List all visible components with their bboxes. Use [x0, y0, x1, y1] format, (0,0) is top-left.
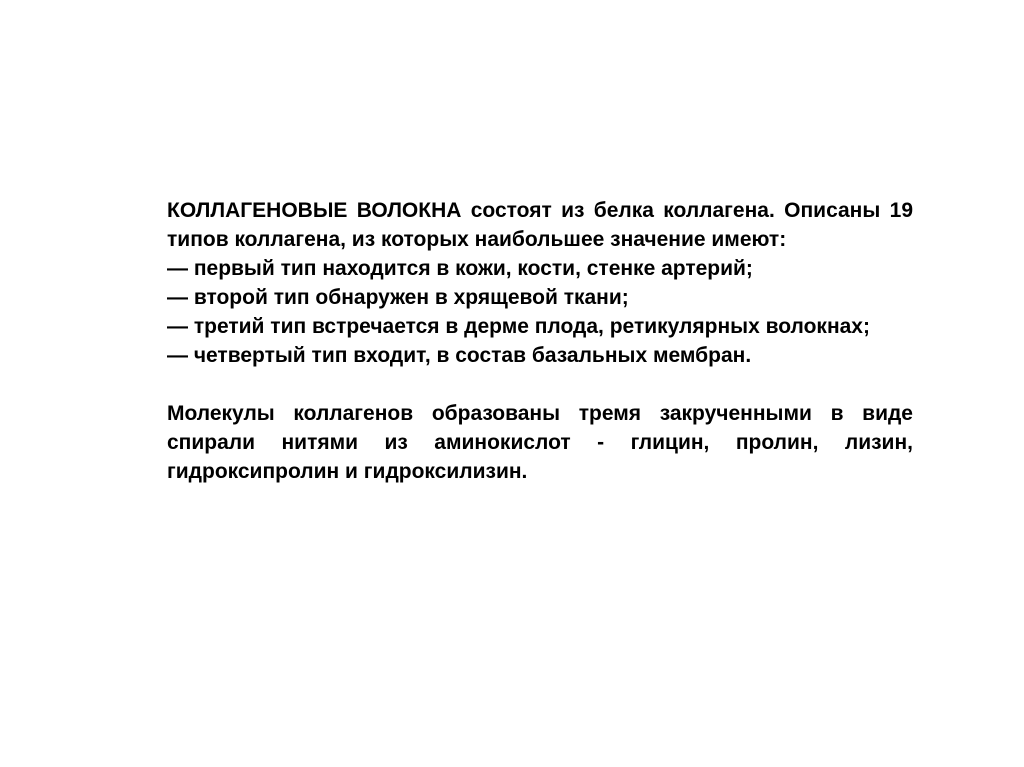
molecule-paragraph: Молекулы коллагенов образованы тремя закрученными в виде спирали нитями из аминокислот - глицин, пролин, лизин, гидроксипролин и гидроксилизин. [167, 402, 913, 483]
collagen-type-item-3: — третий тип встречается в дерме плода, ретикулярных волокнах; [167, 315, 870, 338]
collagen-type-item-4: — четвертый тип входит, в состав базальных мембран. [167, 344, 752, 367]
intro-paragraph: КОЛЛАГЕНОВЫЕ ВОЛОКНА состоят из белка коллагена. Описаны 19 типов коллагена, из которых наибольшее значение имеют: [167, 199, 913, 251]
paragraph-spacer [167, 370, 913, 399]
collagen-type-item-1: — первый тип находится в кожи, кости, стенке артерий; [167, 257, 753, 280]
collagen-type-item-2: — второй тип обнаружен в хрящевой ткани; [167, 286, 629, 309]
slide-text-block [167, 196, 913, 486]
